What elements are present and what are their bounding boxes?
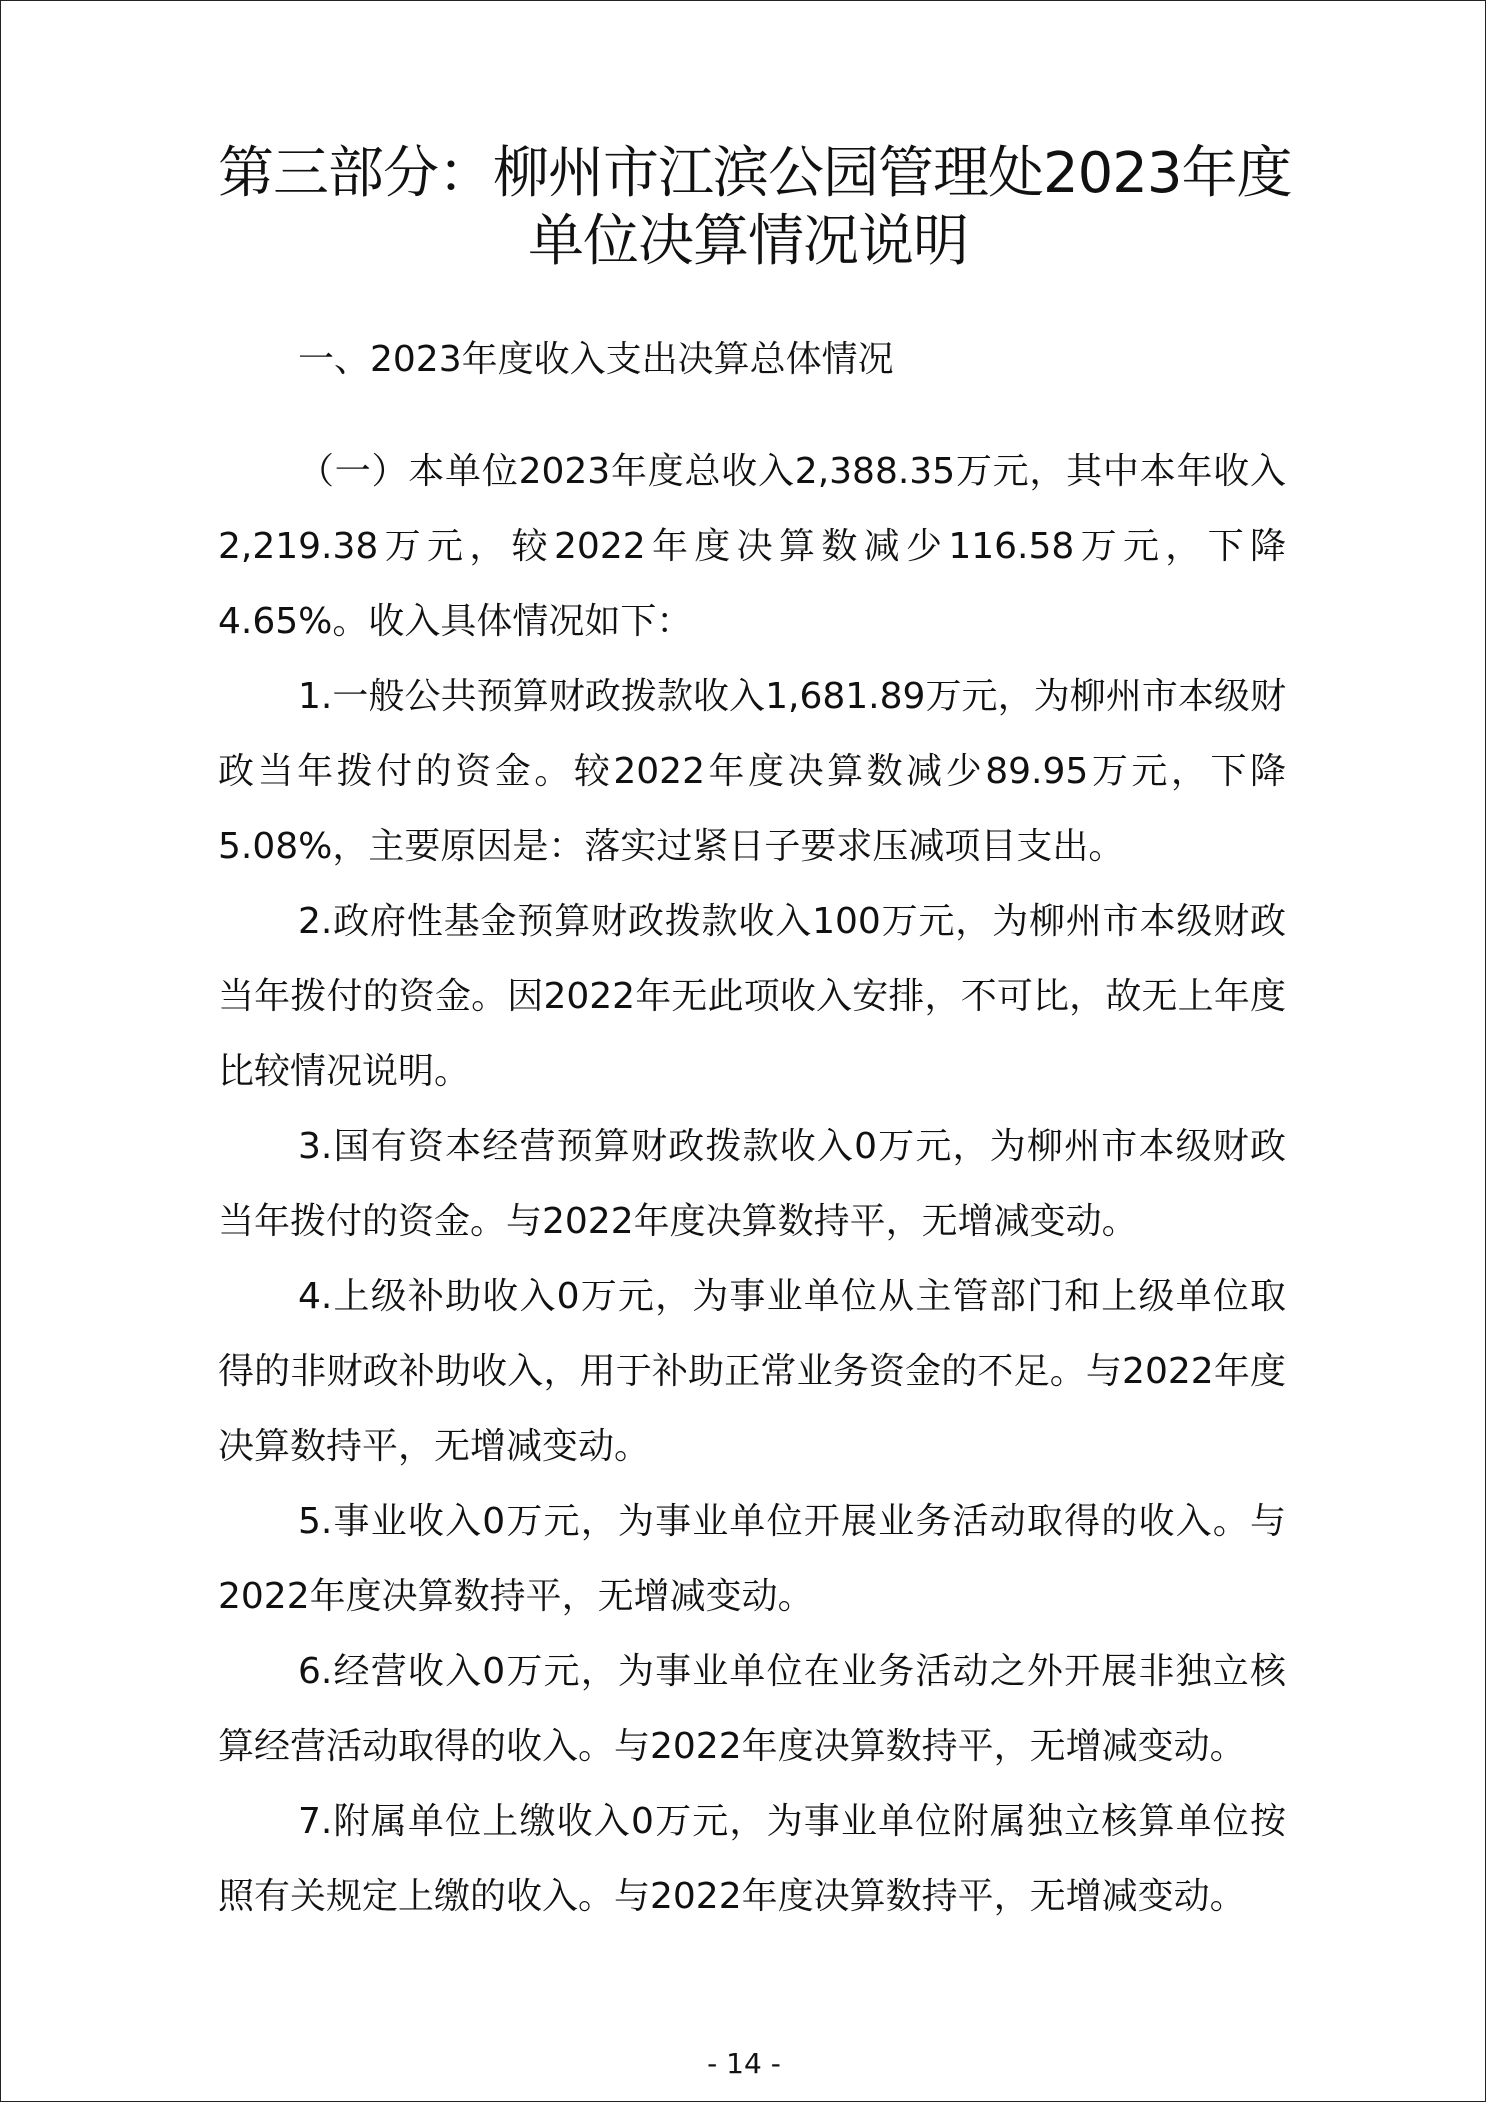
paragraph-business-income: 5.事业收入0万元，为事业单位开展业务活动取得的收入。与2022年度决算数持平，无增减变动。: [218, 1501, 1286, 1617]
paragraph-affiliate-income: 7.附属单位上缴收入0万元，为事业单位附属独立核算单位按照有关规定上缴的收入。与2022年度决算数持平，无增减变动。: [218, 1801, 1286, 1917]
document-body: [218, 140, 1292, 1934]
title-line-1: 第三部分：柳州市江滨公园管理处2023年度: [218, 141, 1292, 206]
title-line-2: 单位决算情况说明: [528, 209, 968, 274]
paragraph-total-income: （一）本单位2023年度总收入2,388.35万元，其中本年收入2,219.38万元，较2022年度决算数减少116.58万元，下降4.65%。收入具体情况如下：: [218, 451, 1286, 642]
paragraph-state-capital: 3.国有资本经营预算财政拨款收入0万元，为柳州市本级财政当年拨付的资金。与2022年度决算数持平，无增减变动。: [218, 1126, 1286, 1242]
document-title: [218, 140, 1292, 276]
paragraph-government-fund: 2.政府性基金预算财政拨款收入100万元，为柳州市本级财政当年拨付的资金。因2022年无此项收入安排，不可比，故无上年度比较情况说明。: [218, 901, 1286, 1092]
section-heading: 一、2023年度收入支出决算总体情况: [298, 339, 894, 380]
page-number: - 14 -: [707, 2047, 781, 2080]
paragraph-operating-income: 6.经营收入0万元，为事业单位在业务活动之外开展非独立核算经营活动取得的收入。与2022年度决算数持平，无增减变动。: [218, 1651, 1286, 1767]
paragraph-general-budget: 1.一般公共预算财政拨款收入1,681.89万元，为柳州市本级财政当年拨付的资金。较2022年度决算数减少89.95万元，下降5.08%，主要原因是：落实过紧日子要求压减项目支出。: [218, 676, 1286, 867]
paragraph-superior-subsidy: 4.上级补助收入0万元，为事业单位从主管部门和上级单位取得的非财政补助收入，用于补助正常业务资金的不足。与2022年度决算数持平，无增减变动。: [218, 1276, 1286, 1467]
